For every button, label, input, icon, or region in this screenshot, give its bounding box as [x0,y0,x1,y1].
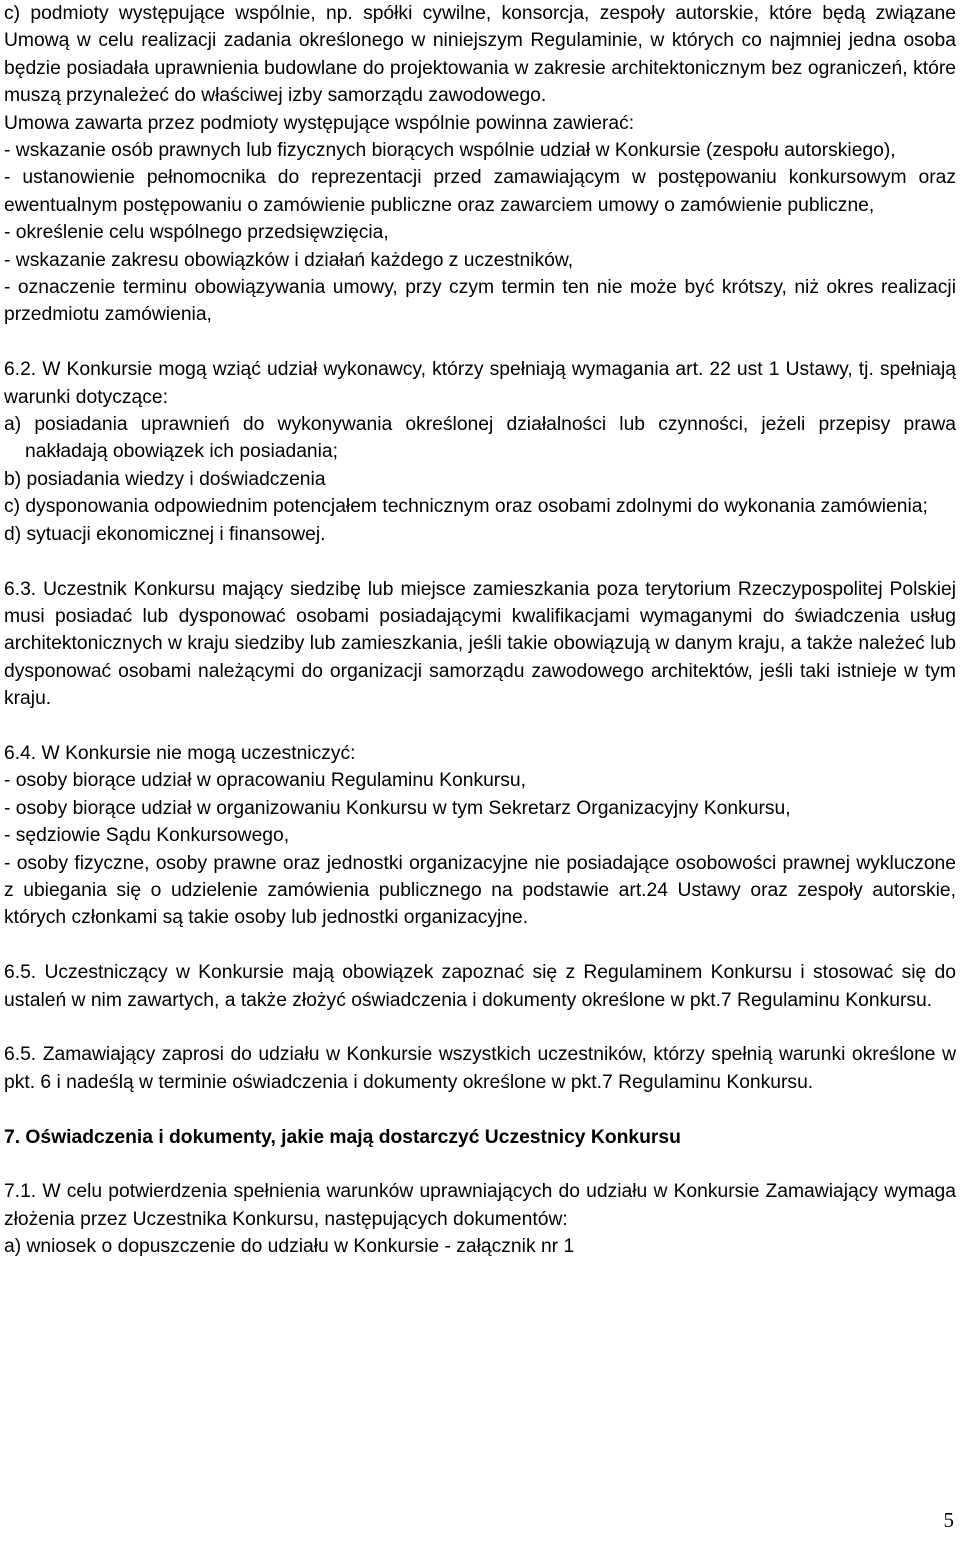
paragraph-6-4: 6.4. W Konkursie nie mogą uczestniczyć: [4,742,356,764]
list-item: - osoby biorące udział w opracowaniu Regulaminu Konkursu, [4,770,526,792]
list-item: b) posiadania wiedzy i doświadczenia [4,468,326,490]
list-item: - osoby fizyczne, osoby prawne oraz jednostki organizacyjne nie posiadające osobowości prawnej wykluczone z ubiegania się o udzielenie zamówienia publicznego na podstawie art.24 Ustawy oraz zespoły autorskie, których członkami są takie osoby lub jednostki organizacyjne. [4,852,956,929]
paragraph-7-1: 7.1. W celu potwierdzenia spełnienia warunków uprawniających do udziału w Konkursie Zamawiający wymaga złożenia przez Uczestnika Konkursu, następujących dokumentów: [4,1181,956,1230]
document-page [4,0,956,1261]
paragraph-umowa: Umowa zawarta przez podmioty występujące wspólnie powinna zawierać: [4,112,635,134]
list-item: - wskazanie osób prawnych lub fizycznych biorących wspólnie udział w Konkursie (zespołu autorskiego), [4,140,896,162]
list-item: - oznaczenie terminu obowiązywania umowy, przy czym termin ten nie może być krótszy, niż okres realizacji przedmiotu zamówienia, [4,277,956,326]
list-item: a) wniosek o dopuszczenie do udziału w Konkursie - załącznik nr 1 [4,1236,575,1258]
paragraph-6-5-b: 6.5. Zamawiający zaprosi do udziału w Konkursie wszystkich uczestników, którzy spełnią warunki określone w pkt. 6 i nadeślą w terminie oświadczenia i dokumenty określone w pkt.7 Regulaminu Konkursu. [4,1044,956,1093]
list-item: - określenie celu wspólnego przedsięwzięcia, [4,222,389,244]
paragraph-intro-c: c) podmioty występujące wspólnie, np. spółki cywilne, konsorcja, zespoły autorskie, które będą związane Umową w celu realizacji zadania określonego w niniejszym Regulaminie, w których co najmniej jedna osoba będzie posiadała uprawnienia budowlane do projektowania w zakresie architektonicznym bez ograniczeń, które muszą przynależeć do właściwej izby samorządu zawodowego. [4,3,956,107]
list-item: c) dysponowania odpowiednim potencjałem technicznym oraz osobami zdolnymi do wykonania zamówienia; [4,496,928,518]
paragraph-6-2: 6.2. W Konkursie mogą wziąć udział wykonawcy, którzy spełniają wymagania art. 22 ust 1 Ustawy, tj. spełniają warunki dotyczące: [4,359,956,408]
list-item: d) sytuacji ekonomicznej i finansowej. [4,523,326,545]
page-number: 5 [943,1508,954,1532]
section-heading-7: 7. Oświadczenia i dokumenty, jakie mają dostarczyć Uczestnicy Konkursu [4,1126,681,1148]
paragraph-6-5-a: 6.5. Uczestniczący w Konkursie mają obowiązek zapoznać się z Regulaminem Konkursu i stosować się do ustaleń w nim zawartych, a także złożyć oświadczenia i dokumenty określone w pkt.7 Regulaminu Konkursu. [4,962,956,1011]
list-item: - ustanowienie pełnomocnika do reprezentacji przed zamawiającym w postępowaniu konkursowym oraz ewentualnym postępowaniu o zamówienie publiczne oraz zawarciem umowy o zamówienie publiczne, [4,167,956,216]
list-item: - wskazanie zakresu obowiązków i działań każdego z uczestników, [4,249,574,271]
list-item: - osoby biorące udział w organizowaniu Konkursu w tym Sekretarz Organizacyjny Konkursu, [4,797,791,819]
list-item: a) posiadania uprawnień do wykonywania określonej działalności lub czynności, jeżeli przepisy prawa nakładają obowiązek ich posiadania; [4,414,956,463]
paragraph-6-3: 6.3. Uczestnik Konkursu mający siedzibę lub miejsce zamieszkania poza terytorium Rzeczypospolitej Polskiej musi posiadać lub dysponować osobami posiadającymi kwalifikacjami wymaganymi do świadczenia usług architektonicznych w kraju siedziby lub zamieszkania, jeśli takie obowiązują w danym kraju, a także należeć lub dysponować osobami należącymi do organizacji samorządu zawodowego architektów, jeśli taki istnieje w tym kraju. [4,578,956,710]
list-item: - sędziowie Sądu Konkursowego, [4,825,290,847]
